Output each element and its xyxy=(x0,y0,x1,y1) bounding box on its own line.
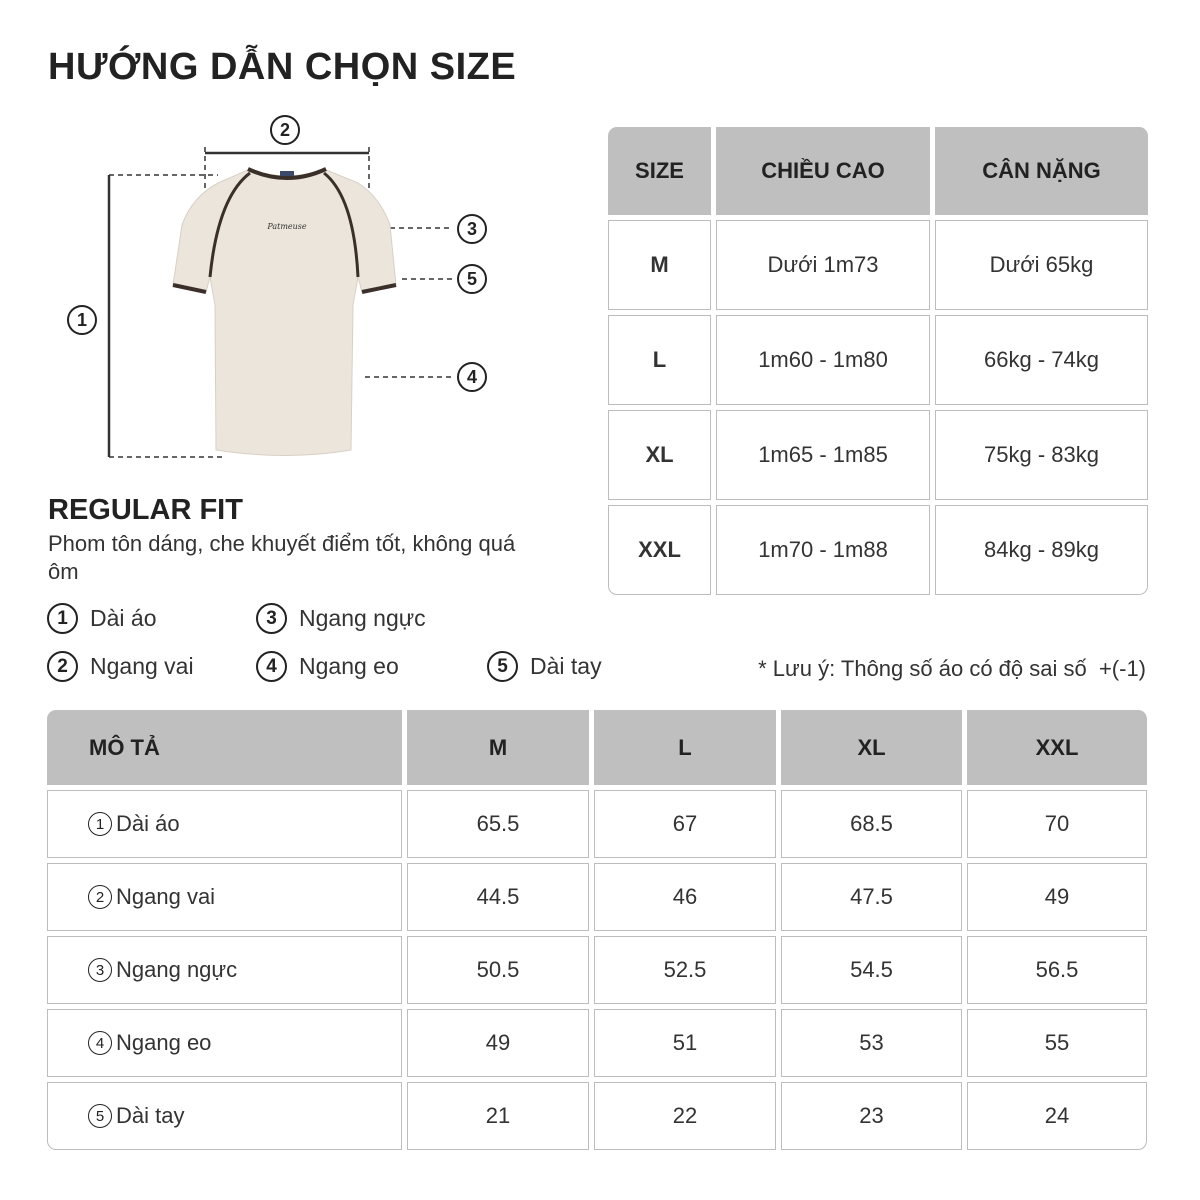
svg-text:2: 2 xyxy=(279,120,291,140)
tshirt-icon xyxy=(173,169,396,456)
legend-number: 5 xyxy=(487,651,518,682)
weight-cell: Dưới 65kg xyxy=(935,220,1148,310)
legend-number: 3 xyxy=(256,603,287,634)
legend-item-3 xyxy=(256,603,426,634)
row-label: Ngang eo xyxy=(116,1030,212,1055)
size-cell: XL xyxy=(608,410,711,500)
value-cell: 67 xyxy=(594,790,776,858)
size-header: SIZE xyxy=(608,127,711,215)
row-number: 1 xyxy=(88,812,112,836)
row-label: Dài áo xyxy=(116,811,180,836)
shirt-measurement-diagram xyxy=(40,105,510,475)
row-label: Dài tay xyxy=(116,1103,185,1128)
size-cell: M xyxy=(608,220,711,310)
measurement-table xyxy=(47,710,1147,1150)
row-number: 5 xyxy=(88,1104,112,1128)
value-cell: 53 xyxy=(781,1009,962,1077)
legend-item-1 xyxy=(47,603,156,634)
value-cell: 51 xyxy=(594,1009,776,1077)
value-cell: 54.5 xyxy=(781,936,962,1004)
value-cell: 46 xyxy=(594,863,776,931)
legend-item-5 xyxy=(487,651,602,682)
legend-item-4 xyxy=(256,651,399,682)
measure-label-cell xyxy=(47,1009,402,1077)
weight-cell: 84kg - 89kg xyxy=(935,505,1148,595)
row-label: Ngang vai xyxy=(116,884,216,909)
fit-title: REGULAR FIT xyxy=(48,494,243,526)
value-cell: 21 xyxy=(407,1082,589,1150)
legend-number: 2 xyxy=(47,651,78,682)
marker-4 xyxy=(458,363,486,391)
measure-label-cell xyxy=(47,1082,402,1150)
height-cell: Dưới 1m73 xyxy=(716,220,930,310)
svg-text:4: 4 xyxy=(466,367,478,387)
svg-text:1: 1 xyxy=(76,310,88,330)
row-number: 4 xyxy=(88,1031,112,1055)
weight-cell: 75kg - 83kg xyxy=(935,410,1148,500)
page-title: HƯỚNG DẪN CHỌN SIZE xyxy=(48,46,517,88)
value-cell: 50.5 xyxy=(407,936,589,1004)
value-cell: 49 xyxy=(967,863,1147,931)
row-number: 3 xyxy=(88,958,112,982)
row-number: 2 xyxy=(88,885,112,909)
value-cell: 68.5 xyxy=(781,790,962,858)
marker-2 xyxy=(271,116,299,144)
size-recommendation-table xyxy=(608,127,1148,595)
value-cell: 22 xyxy=(594,1082,776,1150)
value-cell: 47.5 xyxy=(781,863,962,931)
marker-5 xyxy=(458,265,486,293)
value-cell: 65.5 xyxy=(407,790,589,858)
value-cell: 23 xyxy=(781,1082,962,1150)
size-header-xl: XL xyxy=(781,710,962,785)
value-cell: 56.5 xyxy=(967,936,1147,1004)
height-cell: 1m70 - 1m88 xyxy=(716,505,930,595)
value-cell: 44.5 xyxy=(407,863,589,931)
legend-item-2 xyxy=(47,651,194,682)
height-cell: 1m65 - 1m85 xyxy=(716,410,930,500)
legend-label: Dài tay xyxy=(530,653,602,679)
legend-label: Ngang vai xyxy=(90,653,194,679)
size-header-xxl: XXL xyxy=(967,710,1147,785)
measure-label-cell xyxy=(47,790,402,858)
legend-label: Ngang ngực xyxy=(299,605,426,631)
value-cell: 52.5 xyxy=(594,936,776,1004)
value-cell: 70 xyxy=(967,790,1147,858)
legend-label: Ngang eo xyxy=(299,653,399,679)
measure-label-cell xyxy=(47,863,402,931)
weight-cell: 66kg - 74kg xyxy=(935,315,1148,405)
size-header-l: L xyxy=(594,710,776,785)
row-label: Ngang ngực xyxy=(116,957,238,982)
svg-text:3: 3 xyxy=(466,219,478,239)
svg-text:5: 5 xyxy=(466,269,478,289)
measure-label-cell xyxy=(47,936,402,1004)
height-cell: 1m60 - 1m80 xyxy=(716,315,930,405)
value-cell: 55 xyxy=(967,1009,1147,1077)
value-cell: 24 xyxy=(967,1082,1147,1150)
weight-header: CÂN NẶNG xyxy=(935,127,1148,215)
description-header: MÔ TẢ xyxy=(47,710,402,785)
tolerance-note: * Lưu ý: Thông số áo có độ sai số +(-1) xyxy=(758,656,1146,681)
legend-number: 1 xyxy=(47,603,78,634)
value-cell: 49 xyxy=(407,1009,589,1077)
neck-tag xyxy=(280,171,294,176)
height-header: CHIỀU CAO xyxy=(716,127,930,215)
size-cell: L xyxy=(608,315,711,405)
size-header-m: M xyxy=(407,710,589,785)
size-cell: XXL xyxy=(608,505,711,595)
legend-number: 4 xyxy=(256,651,287,682)
marker-3 xyxy=(458,215,486,243)
legend-label: Dài áo xyxy=(90,605,157,631)
fit-description: Phom tôn dáng, che khuyết điểm tốt, không quá ôm xyxy=(48,531,516,584)
shirt-logo-text: Patmeuse xyxy=(267,222,307,231)
marker-1 xyxy=(68,306,96,334)
